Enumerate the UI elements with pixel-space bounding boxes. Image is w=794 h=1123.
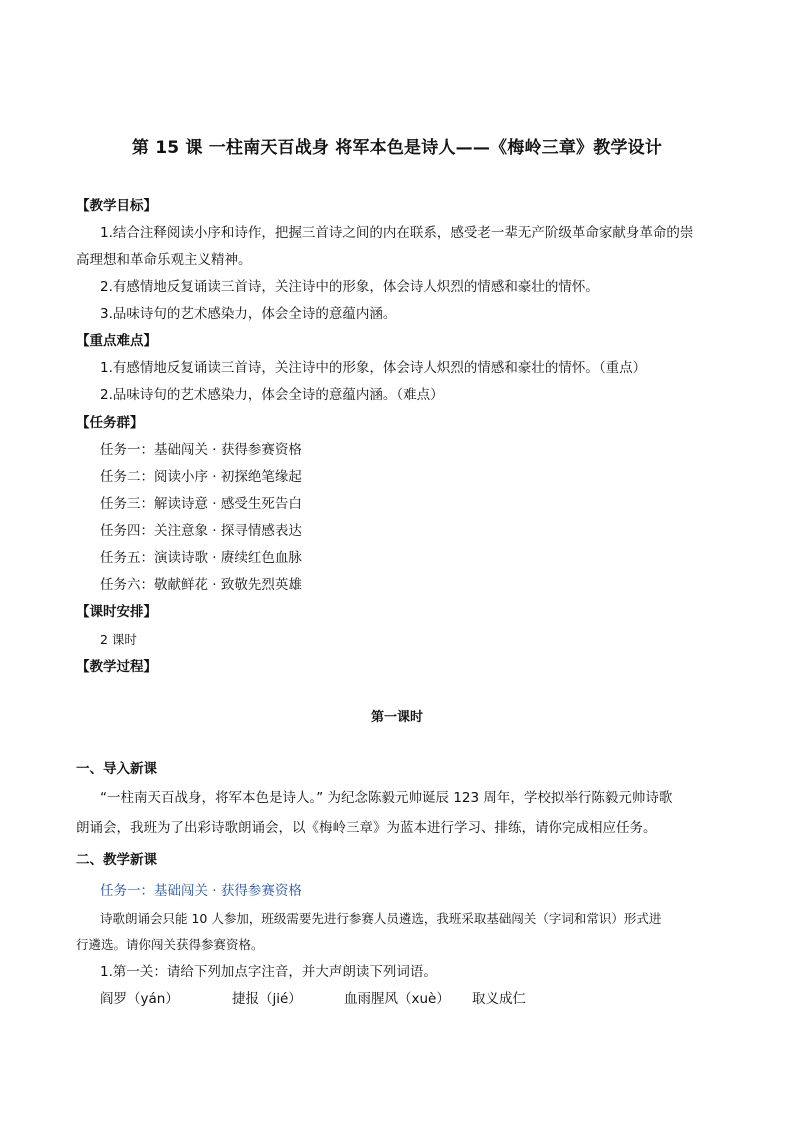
word-2: 捷报（jié） — [232, 991, 302, 1007]
task-item-1: 任务一：基础闯关 · 获得参赛资格 — [100, 442, 302, 458]
task1-title: 基础闯关 · 获得参赛资格 — [154, 883, 302, 899]
level1-instruction: 1.第一关：请给下列加点字注音，并大声朗读下列词语。 — [100, 964, 437, 980]
goal-item-1-cont: 高理想和革命乐观主义精神。 — [76, 252, 252, 268]
schedule-value: 2 课时 — [100, 632, 137, 647]
key-points-heading: 【重点难点】 — [76, 333, 157, 349]
task-item-2: 任务二：阅读小序 · 初探绝笔缘起 — [100, 469, 302, 485]
task-item-4: 任务四：关注意象 · 探寻情感表达 — [100, 523, 302, 539]
task1-prefix: 任务一： — [100, 883, 154, 899]
task1-desc-1: 诗歌朗诵会只能 10 人参加，班级需要先进行参赛人员遴选，我班采取基础闯关（字词和常识）形式进 — [100, 911, 662, 926]
task-item-3: 任务三：解读诗意 · 感受生死告白 — [100, 496, 302, 512]
task1-heading — [100, 881, 302, 901]
section2-heading: 二、教学新课 — [76, 852, 157, 868]
word-1: 阎罗（yán） — [100, 991, 179, 1007]
word-4: 取义成仁 — [472, 991, 526, 1007]
goals-heading: 【教学目标】 — [76, 198, 157, 214]
section1-text-2: 朗诵会，我班为了出彩诗歌朗诵会，以《梅岭三章》为蓝本进行学习、排练，请你完成相应任务。 — [76, 820, 657, 836]
schedule-heading: 【课时安排】 — [76, 604, 157, 620]
goal-item-2: 2.有感情地反复诵读三首诗，关注诗中的形象，体会诗人炽烈的情感和豪壮的情怀。 — [100, 279, 599, 295]
key-point-2: 2.品味诗句的艺术感染力，体会全诗的意蕴内涵。（难点） — [100, 387, 444, 403]
session-title: 第一课时 — [370, 710, 423, 725]
task-item-6: 任务六：敬献鲜花 · 致敬先烈英雄 — [100, 577, 302, 593]
task1-desc-2: 行遴选。请你闯关获得参赛资格。 — [76, 937, 264, 952]
task-group-heading: 【任务群】 — [76, 415, 144, 431]
section1-heading: 一、导入新课 — [76, 761, 157, 777]
section1-text-1: “一柱南天百战身，将军本色是诗人。” 为纪念陈毅元帅诞辰 123 周年，学校拟举行陈毅元帅诗歌 — [100, 790, 673, 806]
key-point-1: 1.有感情地反复诵读三首诗，关注诗中的形象，体会诗人炽烈的情感和豪壮的情怀。（重点） — [100, 360, 647, 376]
document-title: 第 15 课 一柱南天百战身 将军本色是诗人——《梅岭三章》教学设计 — [131, 138, 663, 158]
task-item-5: 任务五：演读诗歌 · 赓续红色血脉 — [100, 550, 302, 566]
goal-item-1: 1.结合注释阅读小序和诗作，把握三首诗之间的内在联系，感受老一辈无产阶级革命家献身革命的崇 — [100, 225, 694, 241]
goal-item-3: 3.品味诗句的艺术感染力，体会全诗的意蕴内涵。 — [100, 306, 397, 322]
process-heading: 【教学过程】 — [76, 659, 157, 675]
word-3: 血雨腥风（xuè） — [344, 991, 450, 1007]
